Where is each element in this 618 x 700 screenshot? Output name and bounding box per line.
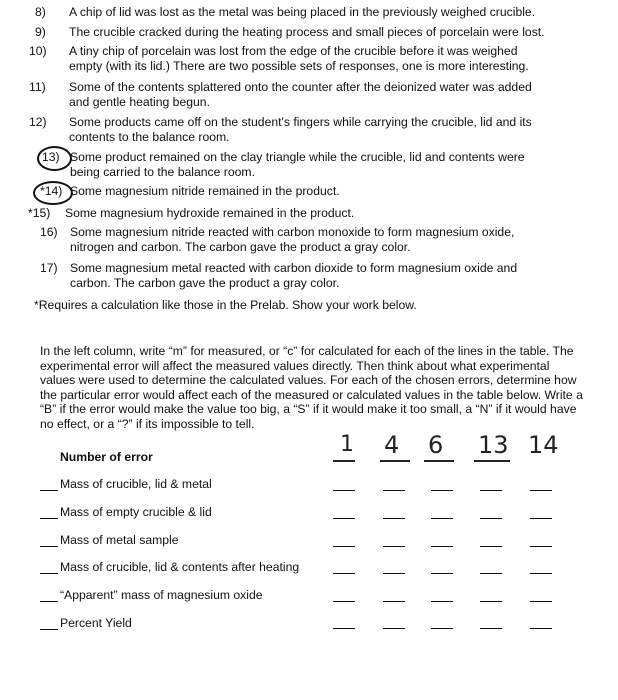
calculation-note: *Requires a calculation like those in the Prelab. Show your work below. bbox=[34, 298, 417, 312]
answer-cell[interactable] bbox=[383, 518, 405, 519]
handwritten-circle-13 bbox=[37, 146, 72, 171]
table-row bbox=[40, 505, 330, 521]
table-row bbox=[40, 588, 330, 604]
answer-cell[interactable] bbox=[383, 546, 405, 547]
item-number: 16) bbox=[40, 225, 58, 239]
table-header: Number of error bbox=[60, 450, 153, 464]
item-number: 11) bbox=[29, 80, 46, 94]
list-item bbox=[29, 80, 599, 112]
item-text-continued: and gentle heating begun. bbox=[69, 95, 210, 109]
answer-cell[interactable] bbox=[480, 601, 502, 602]
answer-cell[interactable] bbox=[333, 601, 355, 602]
answer-cell[interactable] bbox=[333, 628, 355, 629]
item-text-continued: contents to the balance room. bbox=[69, 130, 230, 144]
item-text: Some magnesium metal reacted with carbon dioxide to form magnesium oxide and bbox=[70, 261, 518, 275]
item-text-continued: nitrogen and carbon. The carbon gave the product a gray color. bbox=[70, 240, 411, 254]
item-text: The crucible cracked during the heating process and small pieces of porcelain were lost. bbox=[69, 25, 545, 39]
item-text-continued: being carried to the balance room. bbox=[70, 165, 255, 179]
row-label: Mass of metal sample bbox=[60, 533, 179, 547]
handwritten-circle-14 bbox=[33, 181, 73, 205]
item-number: *14) bbox=[40, 184, 63, 198]
answer-cell[interactable] bbox=[333, 573, 355, 574]
answer-cell[interactable] bbox=[530, 628, 552, 629]
answer-cell[interactable] bbox=[431, 601, 453, 602]
list-item bbox=[40, 150, 600, 182]
answer-cell[interactable] bbox=[530, 546, 552, 547]
answer-blank[interactable] bbox=[40, 629, 58, 630]
answer-cell[interactable] bbox=[530, 573, 552, 574]
answer-cell[interactable] bbox=[383, 601, 405, 602]
item-number: 9) bbox=[35, 25, 46, 39]
item-text: Some product remained on the clay triangle while the crucible, lid and contents were bbox=[70, 150, 525, 164]
handwritten-error-6: 6 bbox=[428, 431, 444, 459]
answer-cell[interactable] bbox=[480, 518, 502, 519]
item-number: 13) bbox=[42, 150, 60, 164]
header-underline bbox=[474, 460, 510, 462]
row-label: Mass of empty crucible & lid bbox=[60, 505, 212, 519]
table-row bbox=[40, 560, 330, 576]
header-underline bbox=[380, 460, 410, 462]
answer-cell[interactable] bbox=[480, 628, 502, 629]
table-row bbox=[40, 477, 330, 493]
answer-cell[interactable] bbox=[530, 490, 552, 491]
answer-cell[interactable] bbox=[383, 490, 405, 491]
answer-cell[interactable] bbox=[480, 546, 502, 547]
row-label: Mass of crucible, lid & metal bbox=[60, 477, 212, 491]
item-text: Some magnesium nitride reacted with carbon monoxide to form magnesium oxide, bbox=[70, 225, 515, 239]
item-number: 8) bbox=[35, 5, 46, 19]
answer-cell[interactable] bbox=[333, 518, 355, 519]
answer-cell[interactable] bbox=[333, 546, 355, 547]
handwritten-error-4: 4 bbox=[384, 431, 400, 459]
item-text: Some magnesium hydroxide remained in the product. bbox=[65, 206, 355, 220]
table-row bbox=[40, 616, 330, 632]
answer-blank[interactable] bbox=[40, 518, 58, 519]
header-underline bbox=[333, 460, 355, 462]
instructions-paragraph: In the left column, write “m” for measured, or “c” for calculated for each of the lines in the table. The experimental error will affect the measured values directly. Then think about what experimental values were used to determine the calculated values. For each of the chosen errors, determine how the particular error would affect each of the measured or calculated values in the table below. Write a “B” if the error would make the value too big, a “S” if it would make it too small, a “N” if it would have no effect, or a “?” if its impossible to tell. bbox=[40, 344, 583, 431]
handwritten-error-13: 13 bbox=[478, 431, 509, 459]
answer-blank[interactable] bbox=[40, 546, 58, 547]
item-number: 12) bbox=[29, 115, 47, 129]
list-item bbox=[40, 225, 600, 257]
handwritten-error-14: 14 bbox=[528, 431, 559, 459]
handwritten-error-1: 1 bbox=[340, 432, 354, 457]
item-text-continued: carbon. The carbon gave the product a gray color. bbox=[70, 276, 340, 290]
answer-cell[interactable] bbox=[431, 490, 453, 491]
item-text: Some of the contents splattered onto the counter after the deionized water was added bbox=[69, 80, 532, 94]
item-text: A chip of lid was lost as the metal was being placed in the previously weighed crucible. bbox=[69, 5, 536, 19]
answer-cell[interactable] bbox=[480, 573, 502, 574]
row-label: Percent Yield bbox=[60, 616, 132, 630]
list-item bbox=[28, 206, 588, 222]
answer-cell[interactable] bbox=[431, 628, 453, 629]
list-item bbox=[29, 44, 599, 76]
answer-blank[interactable] bbox=[40, 573, 58, 574]
header-underline bbox=[424, 460, 454, 462]
answer-cell[interactable] bbox=[431, 518, 453, 519]
item-text-continued: empty (with its lid.) There are two possible sets of responses, one is more interesting. bbox=[69, 59, 529, 73]
item-number: *15) bbox=[28, 206, 51, 220]
list-item bbox=[35, 5, 595, 21]
answer-cell[interactable] bbox=[530, 601, 552, 602]
answer-blank[interactable] bbox=[40, 601, 58, 602]
answer-cell[interactable] bbox=[431, 546, 453, 547]
row-label: “Apparent” mass of magnesium oxide bbox=[60, 588, 263, 602]
item-number: 17) bbox=[40, 261, 58, 275]
answer-cell[interactable] bbox=[333, 490, 355, 491]
item-number: 10) bbox=[29, 44, 47, 58]
answer-cell[interactable] bbox=[383, 628, 405, 629]
item-text: A tiny chip of porcelain was lost from the edge of the crucible before it was weighed bbox=[69, 44, 518, 58]
answer-cell[interactable] bbox=[431, 573, 453, 574]
answer-cell[interactable] bbox=[383, 573, 405, 574]
list-item bbox=[35, 25, 595, 41]
item-text: Some magnesium nitride remained in the product. bbox=[70, 184, 340, 198]
answer-cell[interactable] bbox=[530, 518, 552, 519]
list-item bbox=[29, 115, 599, 147]
list-item bbox=[40, 261, 600, 293]
answer-cell[interactable] bbox=[480, 490, 502, 491]
answer-blank[interactable] bbox=[40, 490, 58, 491]
list-item bbox=[36, 184, 596, 200]
table-row bbox=[40, 533, 330, 549]
item-text: Some products came off on the student's fingers while carrying the crucible, lid and its bbox=[69, 115, 532, 129]
row-label: Mass of crucible, lid & contents after heating bbox=[60, 560, 300, 574]
